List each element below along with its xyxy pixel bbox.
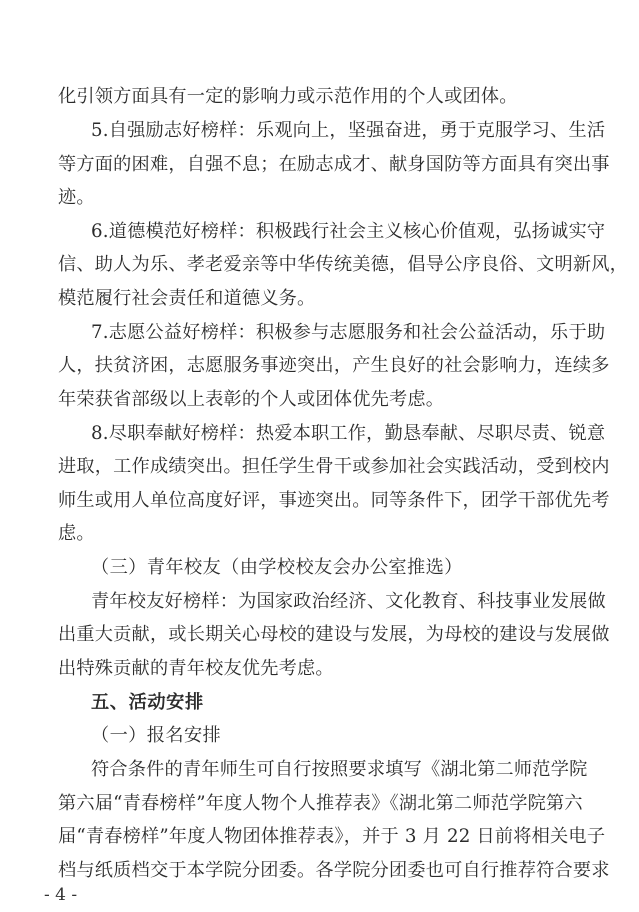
paragraph-line: 8.尽职奉献好榜样：热爱本职工作，勤恳奉献、尽职尽责、锐意 [91,423,606,444]
section-heading: 五、活动安排 [91,692,204,713]
sub-section-heading: （一）报名安排 [91,725,222,746]
paragraph-line: 等方面的困难，自强不息；在励志成才、献身国防等方面具有突出事 [58,154,610,175]
paragraph-line: 第六届“青春榜样”年度人物个人推荐表》《湖北第二师范学院第六 [58,793,583,814]
paragraph-line: 出特殊贡献的青年校友优先考虑。 [58,658,334,679]
paragraph-line: 5.自强励志好榜样：乐观向上，坚强奋进，勇于克服学习、生活 [91,120,606,141]
paragraph-line: 人，扶贫济困，志愿服务事迹突出，产生良好的社会影响力，连续多 [58,355,610,376]
paragraph-line: 档与纸质档交于本学院分团委。各学院分团委也可自行推荐符合要求 [58,860,610,881]
paragraph-line: 青年校友好榜样：为国家政治经济、文化教育、科技事业发展做 [91,591,606,612]
page-number: - 4 - [44,885,78,905]
paragraph-line: 符合条件的青年师生可自行按照要求填写《湖北第二师范学院 [91,759,588,780]
paragraph-line: 届“青春榜样”年度人物团体推荐表》，并于 3 月 22 日前将相关电子 [58,826,606,847]
paragraph-line: 信、助人为乐、孝老爱亲等中华传统美德，倡导公序良俗、文明新风， [58,254,629,275]
paragraph-line: 7.志愿公益好榜样：积极参与志愿服务和社会公益活动，乐于助 [91,322,606,343]
paragraph-line: 迹。 [58,187,95,208]
section-heading: （三）青年校友（由学校校友会办公室推选） [91,557,463,578]
paragraph-line: 进取，工作成绩突出。担任学生骨干或参加社会实践活动，受到校内 [58,456,610,477]
paragraph-line: 年荣获省部级以上表彰的个人或团体优先考虑。 [58,389,445,410]
paragraph-line: 师生或用人单位高度好评，事迹突出。同等条件下，团学干部优先考 [58,490,610,511]
paragraph-line: 虑。 [58,523,95,544]
paragraph-line: 模范履行社会责任和道德义务。 [58,288,316,309]
paragraph-line: 6.道德模范好榜样：积极践行社会主义核心价值观，弘扬诚实守 [91,221,606,242]
paragraph-line: 出重大贡献，或长期关心母校的建设与发展，为母校的建设与发展做 [58,624,610,645]
paragraph-line: 化引领方面具有一定的影响力或示范作用的个人或团体。 [58,86,518,107]
